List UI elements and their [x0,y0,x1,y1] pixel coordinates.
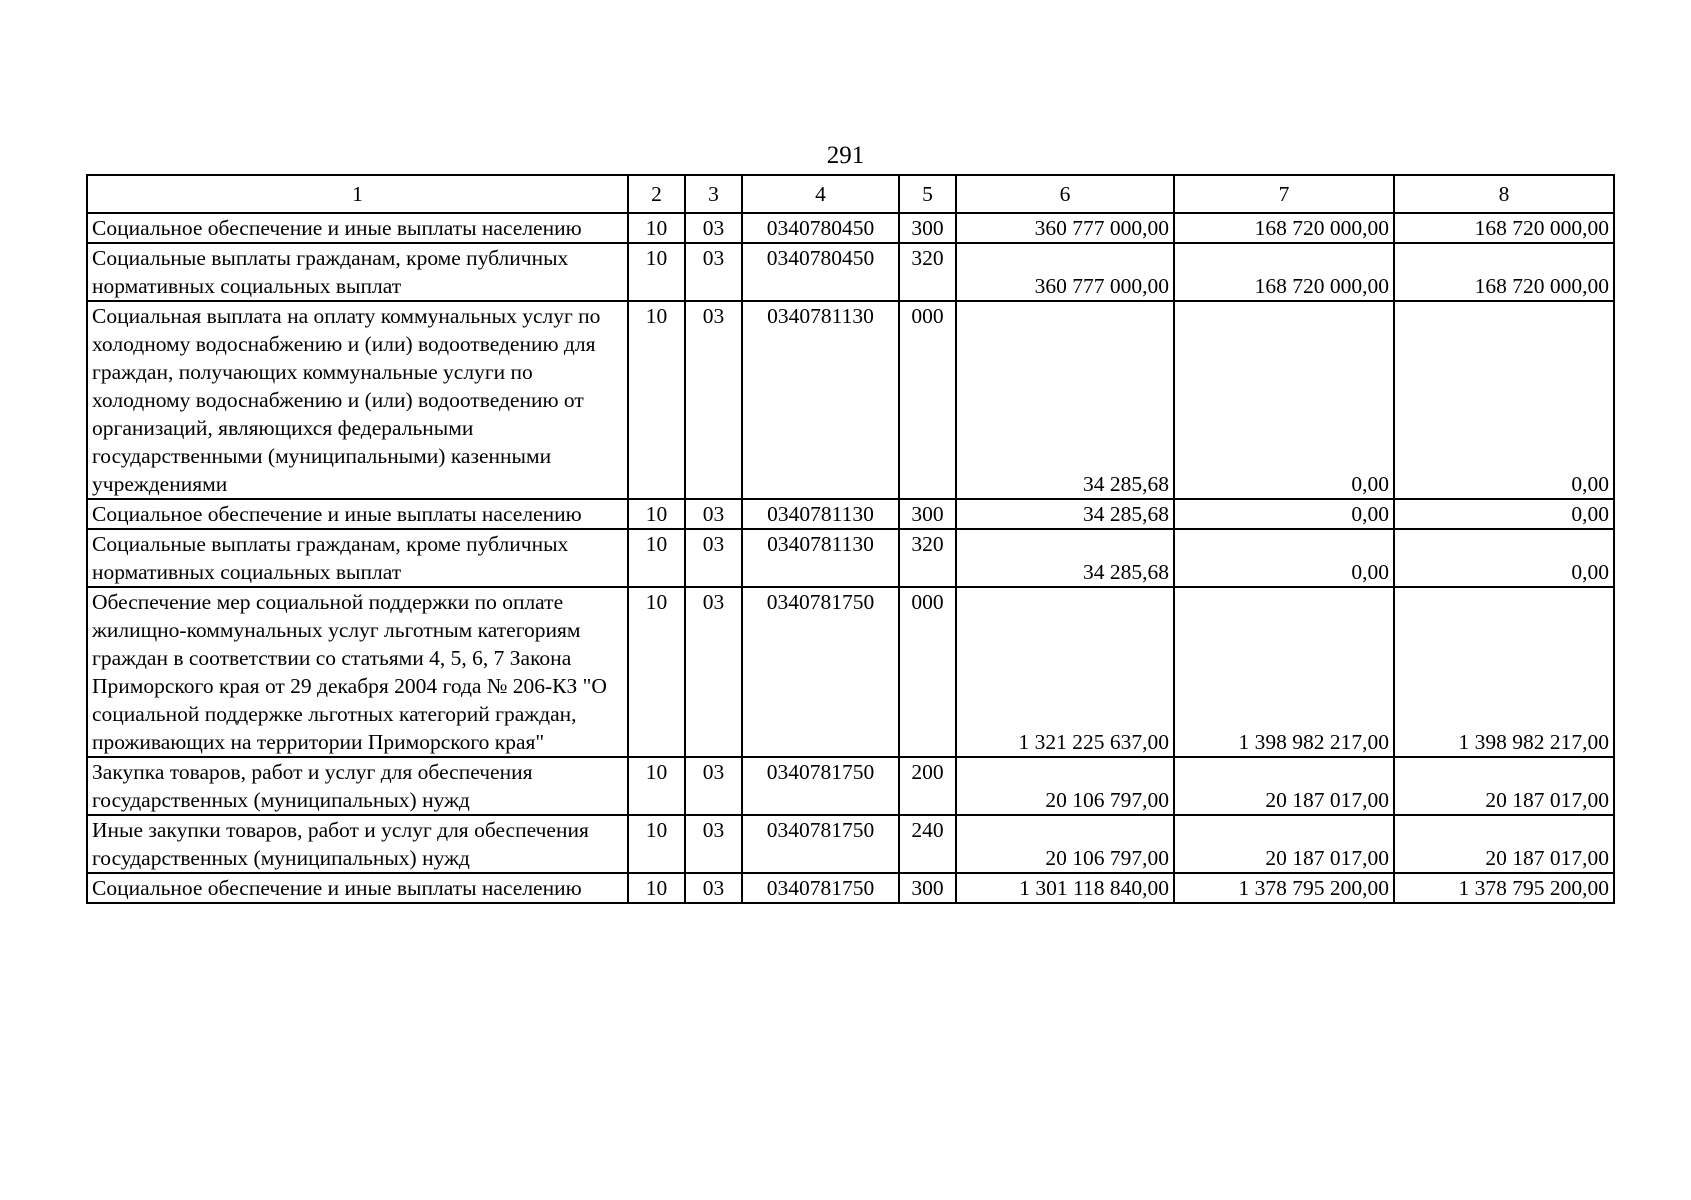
header-row [87,175,1614,213]
subsection-code: 03 [685,757,742,815]
target-article-code: 0340781750 [742,757,899,815]
amount-col-8: 0,00 [1394,301,1614,499]
amount-col-8: 20 187 017,00 [1394,757,1614,815]
table-row [87,213,1614,243]
expense-type-code: 240 [899,815,956,873]
expense-type-code: 320 [899,529,956,587]
section-code: 10 [628,815,685,873]
target-article-code: 0340781130 [742,301,899,499]
header-cell-7: 7 [1174,175,1394,213]
amount-col-8: 168 720 000,00 [1394,243,1614,301]
expense-type-code: 200 [899,757,956,815]
amount-col-8: 168 720 000,00 [1394,213,1614,243]
subsection-code: 03 [685,873,742,903]
table-row [87,301,1614,499]
header-cell-1: 1 [87,175,628,213]
target-article-code: 0340780450 [742,243,899,301]
target-article-code: 0340781750 [742,873,899,903]
amount-col-6: 1 301 118 840,00 [956,873,1174,903]
expense-name: Закупка товаров, работ и услуг для обеспечения государственных (муниципальных) нужд [87,757,628,815]
amount-col-7: 1 378 795 200,00 [1174,873,1394,903]
section-code: 10 [628,301,685,499]
section-code: 10 [628,757,685,815]
expense-name: Социальные выплаты гражданам, кроме публичных нормативных социальных выплат [87,529,628,587]
subsection-code: 03 [685,499,742,529]
expense-name: Иные закупки товаров, работ и услуг для обеспечения государственных (муниципальных) нужд [87,815,628,873]
target-article-code: 0340781750 [742,587,899,757]
subsection-code: 03 [685,213,742,243]
amount-col-7: 20 187 017,00 [1174,757,1394,815]
section-code: 10 [628,529,685,587]
header-cell-4: 4 [742,175,899,213]
subsection-code: 03 [685,815,742,873]
expense-name: Социальное обеспечение и иные выплаты населению [87,499,628,529]
table-row [87,873,1614,903]
expense-type-code: 300 [899,499,956,529]
header-cell-2: 2 [628,175,685,213]
target-article-code: 0340780450 [742,213,899,243]
amount-col-6: 360 777 000,00 [956,243,1174,301]
table-row [87,815,1614,873]
header-cell-3: 3 [685,175,742,213]
header-cell-6: 6 [956,175,1174,213]
subsection-code: 03 [685,587,742,757]
target-article-code: 0340781750 [742,815,899,873]
budget-table [86,174,1615,904]
section-code: 10 [628,587,685,757]
table-row [87,757,1614,815]
target-article-code: 0340781130 [742,499,899,529]
subsection-code: 03 [685,529,742,587]
expense-type-code: 300 [899,873,956,903]
section-code: 10 [628,499,685,529]
amount-col-6: 360 777 000,00 [956,213,1174,243]
amount-col-7: 168 720 000,00 [1174,243,1394,301]
subsection-code: 03 [685,243,742,301]
amount-col-7: 1 398 982 217,00 [1174,587,1394,757]
expense-type-code: 320 [899,243,956,301]
amount-col-6: 1 321 225 637,00 [956,587,1174,757]
table-row [87,529,1614,587]
amount-col-7: 168 720 000,00 [1174,213,1394,243]
table-row [87,499,1614,529]
expense-name: Социальное обеспечение и иные выплаты населению [87,873,628,903]
amount-col-8: 20 187 017,00 [1394,815,1614,873]
amount-col-7: 0,00 [1174,529,1394,587]
section-code: 10 [628,213,685,243]
expense-type-code: 300 [899,213,956,243]
target-article-code: 0340781130 [742,529,899,587]
section-code: 10 [628,873,685,903]
amount-col-7: 0,00 [1174,499,1394,529]
section-code: 10 [628,243,685,301]
table-row [87,243,1614,301]
table-row [87,587,1614,757]
header-cell-5: 5 [899,175,956,213]
amount-col-6: 34 285,68 [956,499,1174,529]
page-number: 291 [826,142,865,169]
amount-col-6: 20 106 797,00 [956,757,1174,815]
amount-col-6: 34 285,68 [956,301,1174,499]
amount-col-8: 1 398 982 217,00 [1394,587,1614,757]
amount-col-6: 20 106 797,00 [956,815,1174,873]
amount-col-8: 1 378 795 200,00 [1394,873,1614,903]
expense-name: Социальное обеспечение и иные выплаты населению [87,213,628,243]
amount-col-7: 0,00 [1174,301,1394,499]
expense-type-code: 000 [899,587,956,757]
expense-name: Социальные выплаты гражданам, кроме публичных нормативных социальных выплат [87,243,628,301]
expense-type-code: 000 [899,301,956,499]
header-cell-8: 8 [1394,175,1614,213]
amount-col-6: 34 285,68 [956,529,1174,587]
expense-name: Социальная выплата на оплату коммунальных услуг по холодному водоснабжению и (или) водоотведению для граждан, получающих коммунальные услуги по холодному водоснабжению и (или) водоотведению от организаций, являющихся федеральными государственными (муниципальными) казенными учреждениями [87,301,628,499]
subsection-code: 03 [685,301,742,499]
amount-col-8: 0,00 [1394,529,1614,587]
amount-col-7: 20 187 017,00 [1174,815,1394,873]
amount-col-8: 0,00 [1394,499,1614,529]
expense-name: Обеспечение мер социальной поддержки по оплате жилищно-коммунальных услуг льготным категориям граждан в соответствии со статьями 4, 5, 6, 7 Закона Приморского края от 29 декабря 2004 года № 206-КЗ "О социальной поддержке льготных категорий граждан, проживающих на территории Приморского края" [87,587,628,757]
